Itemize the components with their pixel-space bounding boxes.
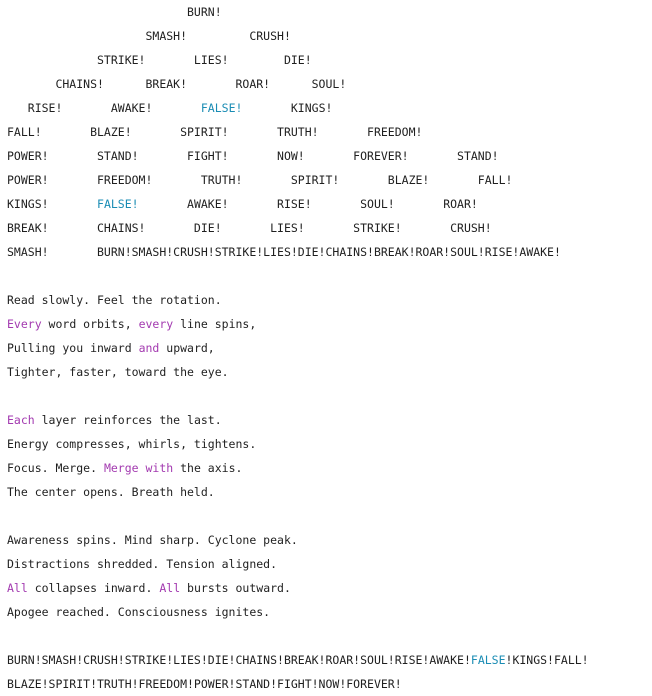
code-text: CHAINS! BREAK! ROAR! SOUL!: [7, 77, 347, 91]
code-text: upward,: [159, 341, 215, 355]
code-text: Focus. Merge.: [7, 461, 104, 475]
code-text: Energy compresses, whirls, tightens.: [7, 437, 257, 451]
code-text: AWAKE! RISE! SOUL! ROAR!: [138, 197, 478, 211]
code-text: BLAZE!SPIRIT!TRUTH!FREEDOM!POWER!STAND!FIGHT!NOW!FOREVER!: [7, 677, 402, 691]
highlighted-token: and: [138, 341, 160, 355]
code-line: [7, 432, 589, 456]
code-line: [7, 360, 589, 384]
code-line: [7, 288, 589, 312]
code-line: [7, 24, 589, 48]
code-text: STRIKE! LIES! DIE!: [7, 53, 312, 67]
code-text: KINGS!: [7, 197, 98, 211]
highlighted-token: FALSE!: [97, 197, 139, 211]
highlighted-token: Each: [7, 413, 35, 427]
highlighted-token: FALSE: [470, 653, 506, 667]
code-text: Apogee reached. Consciousness ignites.: [7, 605, 271, 619]
code-line: [7, 624, 589, 648]
code-line: [7, 312, 589, 336]
code-text: the axis.: [173, 461, 243, 475]
code-line: [7, 168, 589, 192]
code-line: [7, 576, 589, 600]
code-text: Read slowly. Feel the rotation.: [7, 293, 222, 307]
code-line: [7, 408, 589, 432]
code-text: SMASH! CRUSH!: [7, 29, 291, 43]
code-line: [7, 552, 589, 576]
code-text: line spins,: [173, 317, 257, 331]
code-line: [7, 216, 589, 240]
code-line: [7, 600, 589, 624]
code-line: [7, 120, 589, 144]
code-text: SMASH! BURN!SMASH!CRUSH!STRIKE!LIES!DIE!CHAINS!BREAK!ROAR!SOUL!RISE!AWAKE!: [7, 245, 561, 259]
code-text: Tighter, faster, toward the eye.: [7, 365, 229, 379]
code-line: [7, 264, 589, 288]
code-text: Pulling you inward: [7, 341, 139, 355]
code-line: [7, 72, 589, 96]
highlighted-token: Merge with: [103, 461, 174, 475]
code-text: bursts outward.: [180, 581, 291, 595]
code-text: The center opens. Breath held.: [7, 485, 215, 499]
code-line: [7, 528, 589, 552]
code-line: [7, 384, 589, 408]
highlighted-token: every: [138, 317, 174, 331]
code-text: RISE! AWAKE!: [7, 101, 201, 115]
code-line: [7, 672, 589, 696]
highlighted-token: Every: [7, 317, 42, 331]
code-block: [7, 0, 589, 696]
code-text: Awareness spins. Mind sharp. Cyclone peak.: [7, 533, 298, 547]
highlighted-token: All: [7, 581, 28, 595]
code-line: [7, 192, 589, 216]
code-text: POWER! FREEDOM! TRUTH! SPIRIT! BLAZE! FALL!: [7, 173, 513, 187]
code-line: [7, 480, 589, 504]
code-line: [7, 456, 589, 480]
code-text: POWER! STAND! FIGHT! NOW! FOREVER! STAND!: [7, 149, 499, 163]
code-line: [7, 96, 589, 120]
highlighted-token: FALSE!: [200, 101, 243, 115]
code-text: Distractions shredded. Tension aligned.: [7, 557, 278, 571]
highlighted-token: All: [159, 581, 181, 595]
code-text: layer reinforces the last.: [34, 413, 222, 427]
code-text: word orbits,: [41, 317, 139, 331]
code-line: [7, 336, 589, 360]
code-line: [7, 240, 589, 264]
code-text: BURN!SMASH!CRUSH!STRIKE!LIES!DIE!CHAINS!BREAK!ROAR!SOUL!RISE!AWAKE!: [7, 653, 471, 667]
code-line: [7, 648, 589, 672]
code-text: !KINGS!FALL!: [505, 653, 589, 667]
code-line: [7, 0, 589, 24]
code-line: [7, 48, 589, 72]
code-line: [7, 144, 589, 168]
code-text: BURN!: [7, 5, 222, 19]
code-text: KINGS!: [242, 101, 333, 115]
code-text: BREAK! CHAINS! DIE! LIES! STRIKE! CRUSH!: [7, 221, 492, 235]
code-line: [7, 504, 589, 528]
code-text: collapses inward.: [27, 581, 160, 595]
code-text: FALL! BLAZE! SPIRIT! TRUTH! FREEDOM!: [7, 125, 423, 139]
